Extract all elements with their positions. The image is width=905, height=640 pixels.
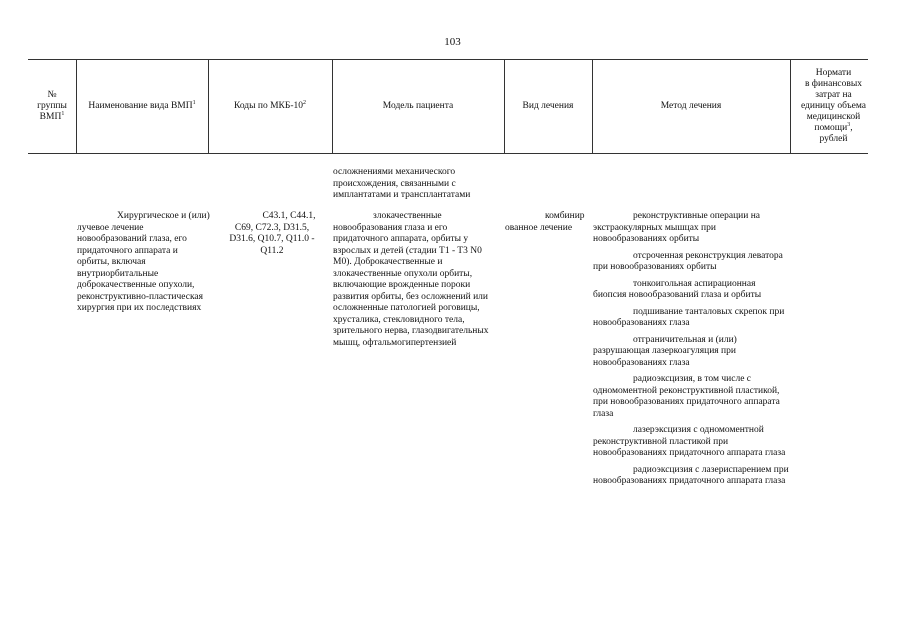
continued-model-text: осложнениями механического происхождения, связанными с имплантатами и трансплантатами [333, 167, 471, 200]
patient-model-cell: злокачественные новообразования глаза и его придаточного аппарата, орбиты у взрослых и детей (стадии T1 - T3 N0 M0). Доброкачественные и злокачественные опухоли орбиты, включающие врожденные пороки развития орбиты, без осложнений или осложненные патологией роговицы, хрусталика, стекловидного тела, зрительного нерва, глазодвигательных мышц, офтальмогипертензией [333, 211, 489, 348]
header-vmp-name [76, 60, 208, 153]
treatment-method-item: радиоэксцизия, в том числе с одномоментной реконструктивной пластикой, при новообразованиях придаточного аппарата глаза [593, 374, 780, 419]
footnote-marker: 3 [847, 121, 851, 128]
treatment-method-item: подшивание танталовых скрепок при новообразованиях глаза [593, 306, 785, 328]
header-treatment-type-label: Вид лечения [522, 101, 574, 111]
header-financial-norms [790, 60, 868, 153]
header-treatment-method [592, 60, 790, 153]
icd-codes-cell: C43.1, C44.1, C69, C72.3, D31.5, D31.6, Q10.7, Q11.0 - Q11.2 [229, 211, 316, 256]
header-financial-norms-tail: , рублей [819, 123, 853, 144]
footnote-marker: 1 [192, 99, 196, 106]
treatment-method-item: отсроченная реконструкция леватора при новообразованиях орбиты [593, 250, 783, 272]
treatment-method-item: отграничительная и (или) разрушающая лазеркоагуляция при новообразованиях глаза [593, 334, 737, 368]
header-icd-codes [208, 60, 332, 153]
header-icd-codes-label: Коды по МКБ-10 [233, 101, 304, 111]
header-patient-model [332, 60, 504, 153]
header-vmp-name-label: Наименование вида ВМП [88, 101, 193, 111]
treatment-method-item: радиоэксцизия с лазериспарением при новообразованиях придаточного аппарата глаза [593, 464, 789, 486]
table-header [28, 59, 868, 154]
footnote-marker: 1 [61, 110, 65, 117]
treatment-type-cell: комбинированное лечение [505, 211, 585, 233]
vmp-name-cell: Хирургическое и (или) лучевое лечение новообразований глаза, его придаточного аппарата и орбиты, включая внутриорбитальные доброкачественные опухоли, реконструктивно-пластическая хирургия при их последствиях [77, 211, 210, 313]
header-treatment-type [504, 60, 592, 153]
treatment-method-item: тонкоигольная аспирационная биопсия новообразований глаза и орбиты [593, 278, 762, 300]
header-financial-norms-label: Нормати в финансовых затрат на единицу объема медицинской помощи [800, 68, 866, 133]
footnote-marker: 2 [303, 99, 307, 106]
header-group-label: № группы ВМП [37, 90, 67, 122]
header-group-number [28, 60, 76, 153]
page-number: 103 [444, 36, 461, 48]
header-treatment-method-label: Метод лечения [660, 101, 722, 111]
treatment-method-item: реконструктивные операции на экстраокулярных мышцах при новообразованиях орбиты [593, 211, 761, 244]
treatment-method-item: лазерэксцизия с одномоментной реконструктивной пластикой при новообразованиях придаточного аппарата глаза [593, 425, 786, 458]
treatment-methods-list [593, 211, 791, 493]
header-patient-model-label: Модель пациента [382, 101, 454, 111]
